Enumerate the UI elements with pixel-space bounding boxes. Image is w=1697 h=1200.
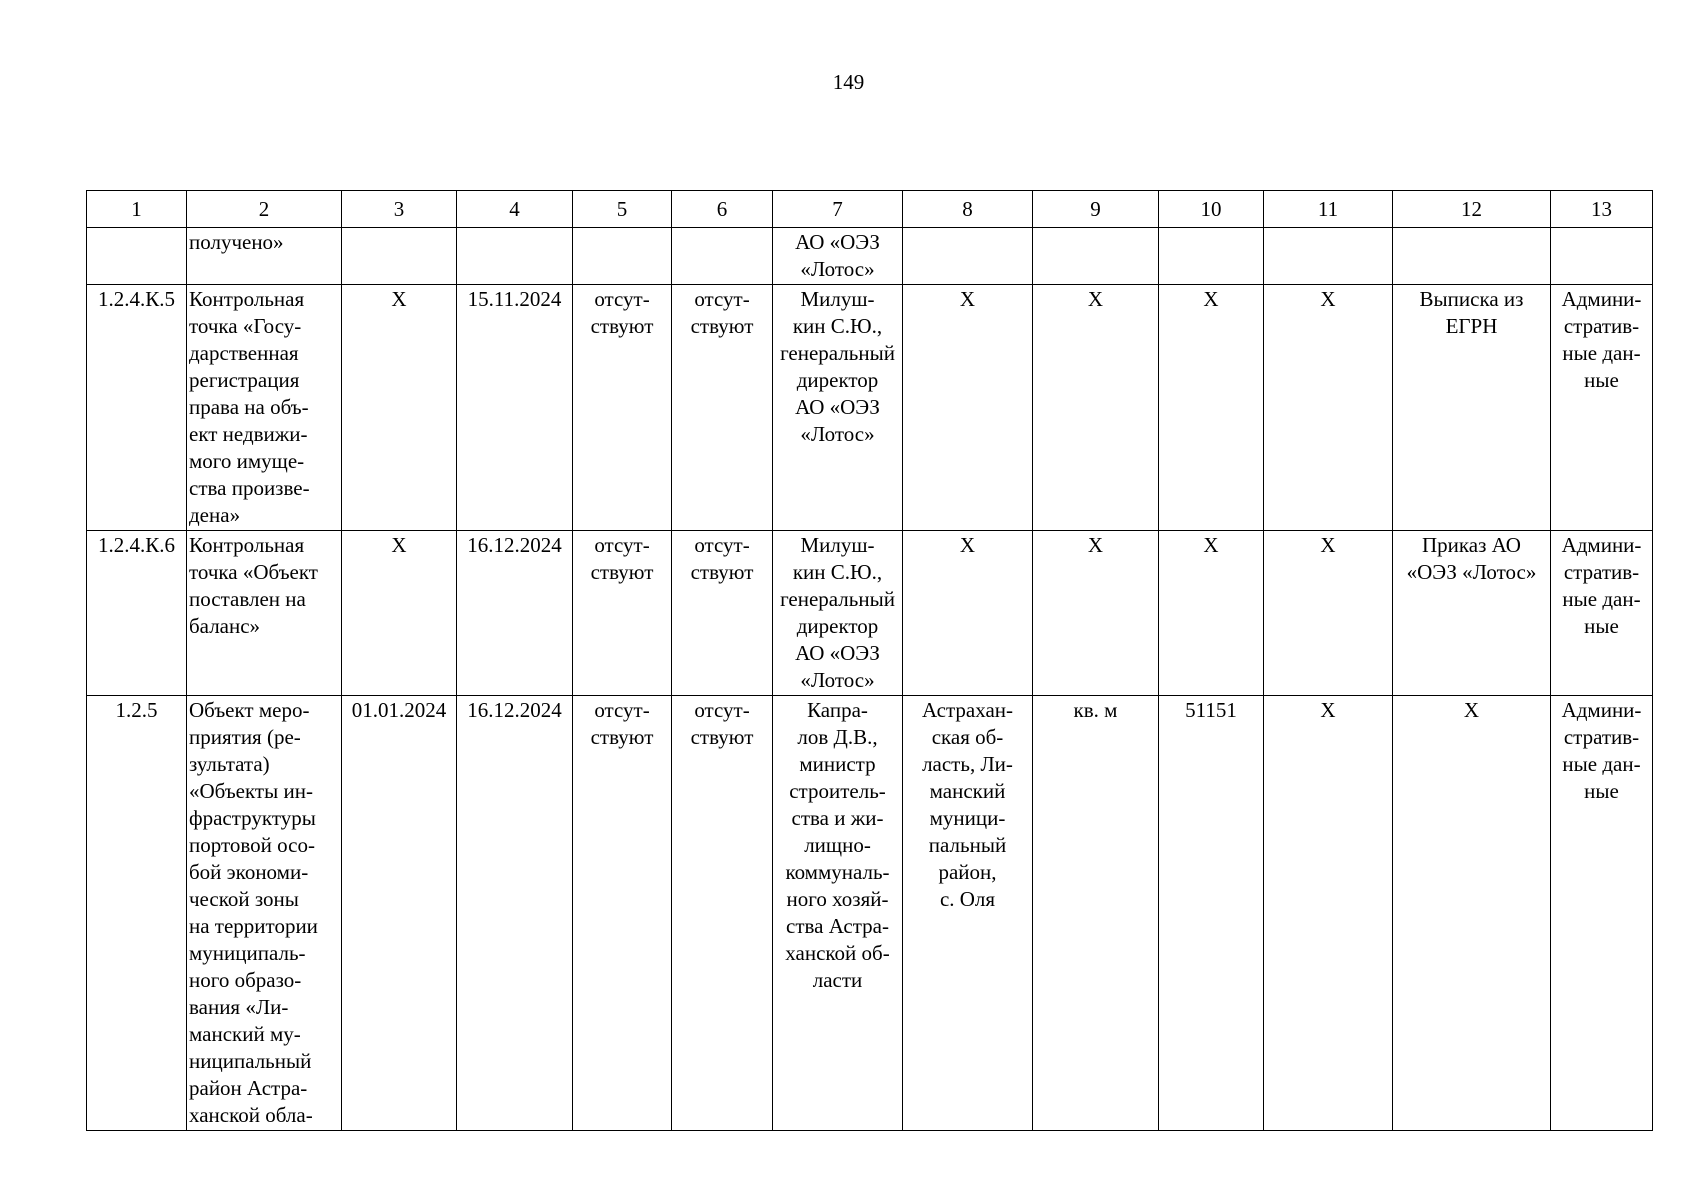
cell-responsible: Милуш- кин С.Ю., генеральный директор АО «ОЭЗ «Лотос» bbox=[773, 531, 903, 696]
cell-col11: Х bbox=[1264, 696, 1393, 1131]
cell-location: Астрахан- ская об- ласть, Ли- манский муници- пальный район, с. Оля bbox=[903, 696, 1033, 1131]
cell-value: Х bbox=[1159, 285, 1264, 531]
column-number: 9 bbox=[1033, 191, 1159, 228]
column-number: 6 bbox=[672, 191, 773, 228]
cell-col6: отсут- ствуют bbox=[672, 531, 773, 696]
cell-responsible: АО «ОЭЗ «Лотос» bbox=[773, 228, 903, 285]
column-number: 4 bbox=[457, 191, 573, 228]
cell-start-date bbox=[342, 228, 457, 285]
cell-col5 bbox=[573, 228, 672, 285]
cell-name: Контрольная точка «Объект поставлен на баланс» bbox=[187, 531, 342, 696]
cell-col5: отсут- ствуют bbox=[573, 696, 672, 1131]
cell-name: Контрольная точка «Госу- дарственная регистрация права на объ- ект недвижи- мого имуще- ства произве- дена» bbox=[187, 285, 342, 531]
column-number: 5 bbox=[573, 191, 672, 228]
cell-document: Выписка из ЕГРН bbox=[1393, 285, 1551, 531]
cell-col6: отсут- ствуют bbox=[672, 696, 773, 1131]
data-table bbox=[86, 190, 1653, 1131]
table-row bbox=[87, 696, 1653, 1131]
cell-code: 1.2.5 bbox=[87, 696, 187, 1131]
cell-col6: отсут- ствуют bbox=[672, 285, 773, 531]
column-number-row bbox=[87, 191, 1653, 228]
column-number: 7 bbox=[773, 191, 903, 228]
cell-source: Админи- стратив- ные дан- ные bbox=[1551, 531, 1653, 696]
cell-name: Объект меро- приятия (ре- зультата) «Объекты ин- фраструктуры портовой осо- бой экономи- ческой зоны на территории муниципаль- ного образо- вания «Ли- манский му- ниципальный район Астра- ханской обла- bbox=[187, 696, 342, 1131]
column-number: 13 bbox=[1551, 191, 1653, 228]
cell-start-date: 01.01.2024 bbox=[342, 696, 457, 1131]
cell-document bbox=[1393, 228, 1551, 285]
cell-col11: Х bbox=[1264, 531, 1393, 696]
cell-col11: Х bbox=[1264, 285, 1393, 531]
cell-start-date: Х bbox=[342, 531, 457, 696]
cell-unit: кв. м bbox=[1033, 696, 1159, 1131]
cell-document: Приказ АО «ОЭЗ «Лотос» bbox=[1393, 531, 1551, 696]
cell-unit: Х bbox=[1033, 531, 1159, 696]
cell-col6 bbox=[672, 228, 773, 285]
cell-location bbox=[903, 228, 1033, 285]
column-number: 11 bbox=[1264, 191, 1393, 228]
cell-code: 1.2.4.К.6 bbox=[87, 531, 187, 696]
cell-unit: Х bbox=[1033, 285, 1159, 531]
column-number: 12 bbox=[1393, 191, 1551, 228]
cell-value: Х bbox=[1159, 531, 1264, 696]
cell-location: Х bbox=[903, 531, 1033, 696]
table-row bbox=[87, 228, 1653, 285]
cell-end-date: 15.11.2024 bbox=[457, 285, 573, 531]
table-row bbox=[87, 285, 1653, 531]
cell-col5: отсут- ствуют bbox=[573, 531, 672, 696]
cell-code bbox=[87, 228, 187, 285]
cell-col5: отсут- ствуют bbox=[573, 285, 672, 531]
cell-col11 bbox=[1264, 228, 1393, 285]
cell-responsible: Капра- лов Д.В., министр строитель- ства и жи- лищно- коммуналь- ного хозяй- ства Астра- ханской об- ласти bbox=[773, 696, 903, 1131]
cell-unit bbox=[1033, 228, 1159, 285]
cell-end-date: 16.12.2024 bbox=[457, 696, 573, 1131]
cell-end-date bbox=[457, 228, 573, 285]
column-number: 2 bbox=[187, 191, 342, 228]
cell-source: Админи- стратив- ные дан- ные bbox=[1551, 285, 1653, 531]
cell-code: 1.2.4.К.5 bbox=[87, 285, 187, 531]
cell-end-date: 16.12.2024 bbox=[457, 531, 573, 696]
page-number: 149 bbox=[832, 70, 865, 94]
column-number: 1 bbox=[87, 191, 187, 228]
cell-document: Х bbox=[1393, 696, 1551, 1131]
cell-name: получено» bbox=[187, 228, 342, 285]
cell-location: Х bbox=[903, 285, 1033, 531]
cell-value bbox=[1159, 228, 1264, 285]
column-number: 3 bbox=[342, 191, 457, 228]
column-number: 8 bbox=[903, 191, 1033, 228]
column-number: 10 bbox=[1159, 191, 1264, 228]
cell-responsible: Милуш- кин С.Ю., генеральный директор АО «ОЭЗ «Лотос» bbox=[773, 285, 903, 531]
cell-start-date: Х bbox=[342, 285, 457, 531]
cell-source bbox=[1551, 228, 1653, 285]
table-row bbox=[87, 531, 1653, 696]
cell-source: Админи- стратив- ные дан- ные bbox=[1551, 696, 1653, 1131]
cell-value: 51151 bbox=[1159, 696, 1264, 1131]
